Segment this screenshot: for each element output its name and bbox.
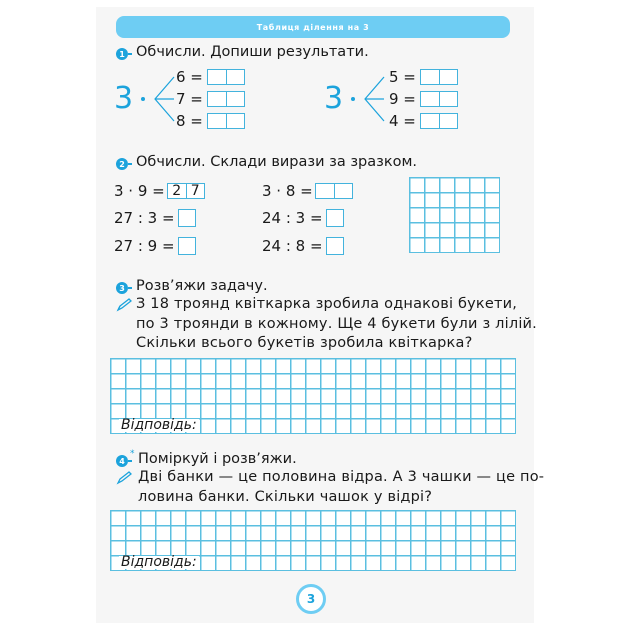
answer-digit[interactable] xyxy=(421,114,440,128)
task-number-badge: 2 xyxy=(116,158,128,170)
scratch-grid[interactable] xyxy=(409,177,500,253)
expression: 4 = xyxy=(389,112,416,130)
answer-digit[interactable] xyxy=(208,70,227,84)
expression: 9 = xyxy=(389,90,416,108)
answer-digit[interactable] xyxy=(208,114,227,128)
pencil-icon xyxy=(116,298,132,312)
answer-digit[interactable] xyxy=(440,70,458,84)
answer-box[interactable] xyxy=(178,237,196,255)
answer-digit[interactable] xyxy=(421,70,440,84)
multiplier: 3 xyxy=(114,81,134,116)
answer-label: Відповідь: xyxy=(121,554,197,570)
expression: 3 · 8 = xyxy=(262,182,313,200)
task-title: Розв’яжи задачу. xyxy=(136,278,268,294)
answer-digit[interactable] xyxy=(227,114,245,128)
answer-digit[interactable] xyxy=(208,92,227,106)
answer-box[interactable] xyxy=(207,91,245,107)
answer-box[interactable] xyxy=(207,69,245,85)
answer-box[interactable] xyxy=(326,237,344,255)
expression: 7 = xyxy=(176,90,203,108)
pencil-icon xyxy=(116,471,132,485)
difficulty-star: * xyxy=(130,449,135,459)
task-title: Обчисли. Склади вирази за зразком. xyxy=(136,154,418,170)
expression: 24 : 8 = xyxy=(262,237,323,255)
answer-box[interactable] xyxy=(178,209,196,227)
answer-digit[interactable] xyxy=(440,114,458,128)
problem-text: З 18 троянд квіткарка зробила однакові букети, xyxy=(136,296,518,312)
multiplier: 3 xyxy=(324,81,344,116)
expression: 27 : 3 = xyxy=(114,209,175,227)
answer-label: Відповідь: xyxy=(121,417,197,433)
answer-box[interactable] xyxy=(207,113,245,129)
answer-box[interactable] xyxy=(420,69,458,85)
multiply-dot-icon xyxy=(351,97,355,101)
answer-digit[interactable] xyxy=(440,92,458,106)
answer-digit[interactable] xyxy=(227,92,245,106)
task-title: Поміркуй і розв’яжи. xyxy=(138,451,297,467)
branch-lines-icon xyxy=(363,76,385,122)
expression: 6 = xyxy=(176,68,203,86)
answer-digit[interactable] xyxy=(316,184,335,198)
answer-digit[interactable]: 7 xyxy=(190,183,200,199)
task-number-badge: 3 xyxy=(116,282,128,294)
section-header: Таблиця ділення на 3 xyxy=(116,16,510,38)
answer-digit[interactable] xyxy=(421,92,440,106)
branch-lines-icon xyxy=(153,76,175,122)
problem-text: Скільки всього букетів зробила квіткарка? xyxy=(136,335,473,351)
answer-box[interactable] xyxy=(315,183,353,199)
answer-box[interactable] xyxy=(420,91,458,107)
task-title: Обчисли. Допиши результати. xyxy=(136,44,369,60)
answer-digit[interactable] xyxy=(335,184,353,198)
page-number: 3 xyxy=(296,584,326,614)
task-number-badge: 4 xyxy=(116,455,128,467)
expression: 5 = xyxy=(389,68,416,86)
problem-text: Дві банки — це половина відра. А 3 чашки — це по- xyxy=(138,469,545,485)
answer-digit[interactable]: 2 xyxy=(168,184,187,198)
problem-text: по 3 троянди в кожному. Ще 4 букети були з лілій. xyxy=(136,316,537,332)
expression: 8 = xyxy=(176,112,203,130)
problem-text: ловина банки. Скільки чашок у відрі? xyxy=(138,489,433,505)
expression: 24 : 3 = xyxy=(262,209,323,227)
expression: 3 · 9 = xyxy=(114,182,165,200)
expression: 27 : 9 = xyxy=(114,237,175,255)
multiply-dot-icon xyxy=(141,97,145,101)
answer-box[interactable] xyxy=(167,183,205,199)
answer-box[interactable] xyxy=(420,113,458,129)
answer-box[interactable] xyxy=(326,209,344,227)
task-number-badge: 1 xyxy=(116,48,128,60)
answer-digit[interactable] xyxy=(227,70,245,84)
